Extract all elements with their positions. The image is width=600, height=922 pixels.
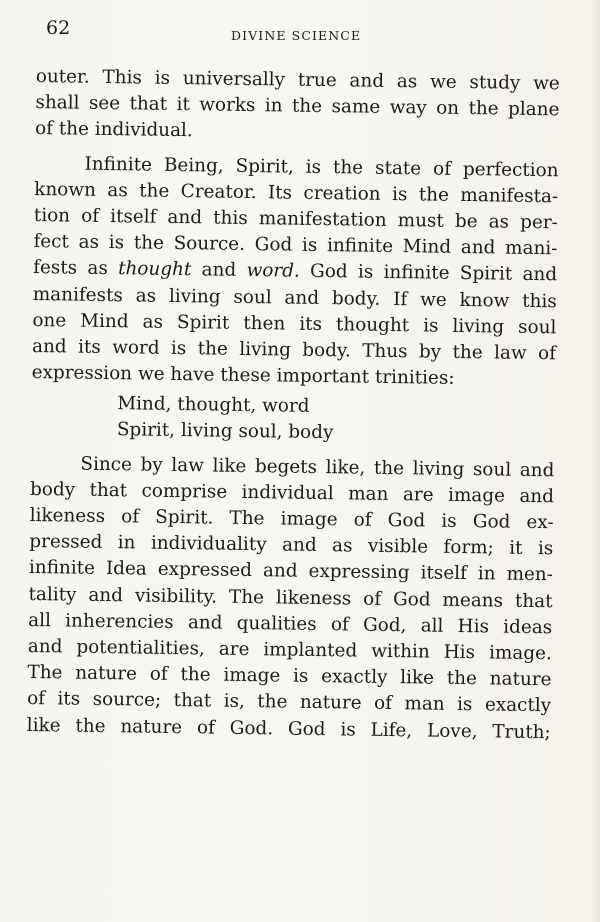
text-line: expression we have these important trinities: [31,362,455,389]
page-edge-shadow [590,0,600,922]
text-line: like the nature of God. God is Life, Love, Truth; [26,714,551,743]
text-fragment: and [191,259,247,282]
text-line: and its word is the living body. Thus by the law of [31,335,557,365]
text-line: manifests as living soul and body. If we know this [32,283,557,312]
text-line: Infinite Being, Spirit, is the state of perfection [84,153,559,181]
running-head: DIVINE SCIENCE [231,28,362,43]
emphasis-thought: thought [117,258,192,281]
text-line: tion of itself and this manifestation must be as per- [33,204,558,234]
text-line: known as the Creator. Its creation is the manifesta- [34,178,559,208]
text-fragment: fests as [33,257,119,280]
emphasis-word: word. [246,260,300,283]
text-line: tality and visibility. The likeness of God means that [28,583,553,612]
text-line: outer. This is universally true and as we study we [35,65,560,95]
page-number: 62 [46,17,71,39]
text-line: Since by law like begets like, the living soul and [80,453,555,481]
text-line: shall see that it works in the same way on the plane [35,92,560,121]
text-line: and potentialities, are implanted within His image. [27,635,552,665]
trinity-line: Mind, thought, word [117,393,310,418]
text-line: The nature of the image is exactly like the nature [27,662,552,691]
text-line: infinite Idea expressed and expressing itself in men- [28,557,554,586]
text-line: of the individual. [34,118,193,142]
text-line: pressed in individuality and as visible form; it is [29,531,554,560]
text-line: fect as is the Source. God is infinite Mind and mani- [33,231,558,260]
body-text [27,64,560,746]
trinity-line: Spirit, living soul, body [116,419,334,444]
text-line: of its source; that is, the nature of man is exactly [26,688,552,717]
text-fragment: God is infinite Spirit and [299,261,558,286]
text-line: all inherencies and qualities of God, all His ideas [28,609,553,639]
text-line: body that comprise individual man are image and [29,478,555,508]
text-line: likeness of Spirit. The image of God is God ex- [29,504,554,534]
text-line: one Mind as Spirit then its thought is living soul [32,309,557,338]
